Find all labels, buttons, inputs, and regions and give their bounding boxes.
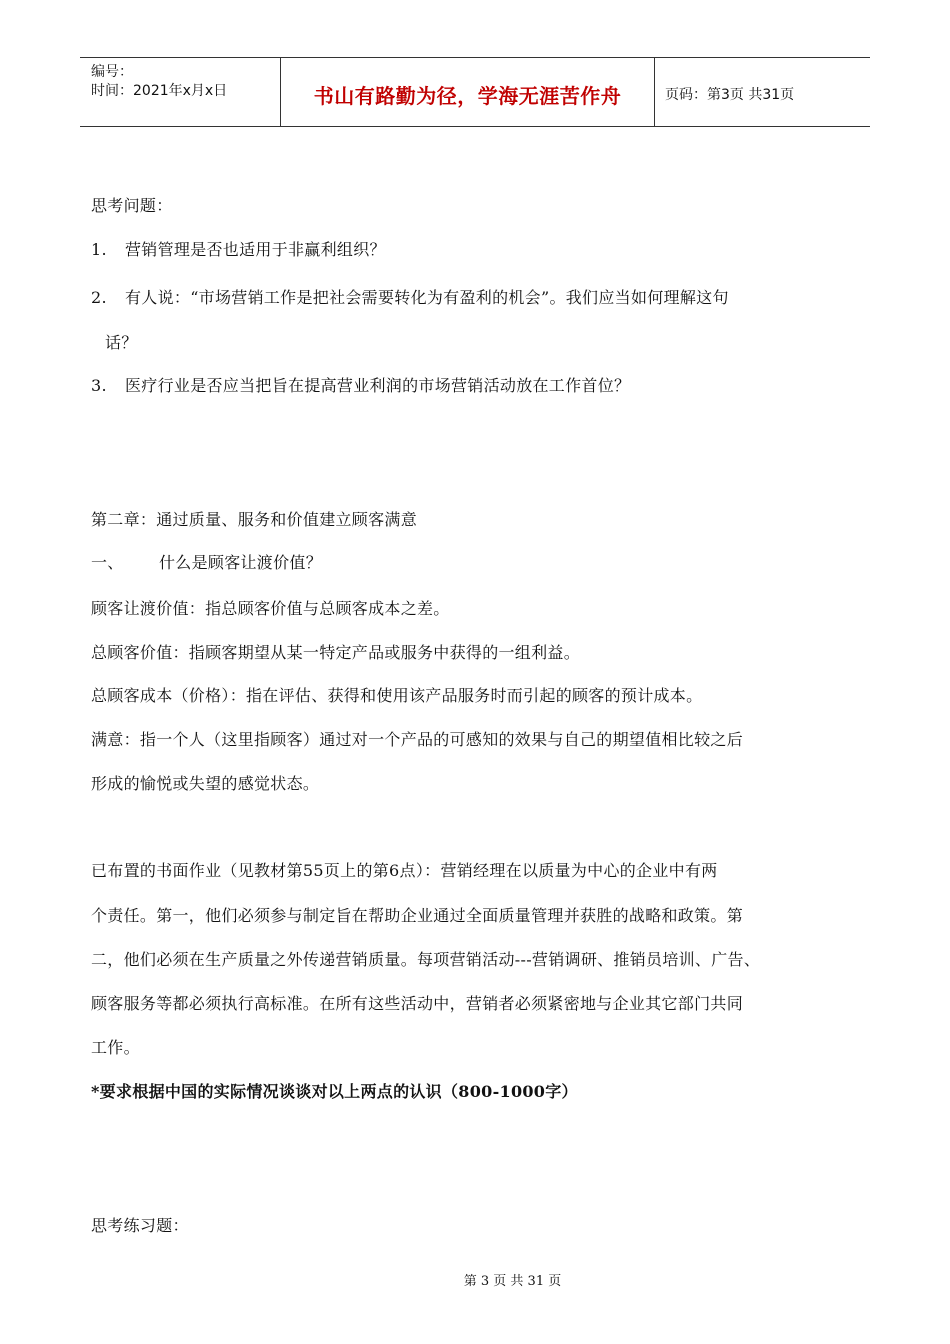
header-motto: 书山有路勤为径，学海无涯苦作舟 bbox=[313, 84, 622, 108]
question-2-continuation: 话？ bbox=[105, 333, 138, 352]
homework-requirement: *要求根据中国的实际情况谈谈对以上两点的认识（800-1000字） bbox=[91, 1082, 578, 1101]
questions-title: 思考问题： bbox=[91, 196, 173, 215]
header-meta-cell bbox=[80, 58, 281, 126]
section-1-heading bbox=[91, 550, 322, 573]
exercises-title: 思考练习题： bbox=[91, 1216, 189, 1235]
section-1-number: 一、 bbox=[91, 553, 124, 572]
homework-line-5: 工作。 bbox=[91, 1038, 140, 1057]
page-footer: 第 3 页 共 31 页 bbox=[463, 1274, 562, 1289]
question-2-number: 2. bbox=[91, 288, 107, 307]
chapter-2-title: 第二章：通过质量、服务和价值建立顾客满意 bbox=[91, 510, 418, 529]
question-3-number: 3. bbox=[91, 376, 107, 395]
question-2 bbox=[91, 285, 729, 308]
header-motto-cell bbox=[281, 58, 655, 126]
question-1-number: 1. bbox=[91, 240, 107, 259]
document-number-label: 编号： bbox=[91, 64, 133, 80]
homework-line-2: 个责任。第一，他们必须参与制定旨在帮助企业通过全面质量管理并获胜的战略和政策。第 bbox=[91, 906, 744, 925]
homework-line-4: 顾客服务等都必须执行高标准。在所有这些活动中，营销者必须紧密地与企业其它部门共同 bbox=[91, 994, 744, 1013]
document-date-label: 时间：2021年x月x日 bbox=[91, 83, 228, 99]
definition-satisfaction-line-1: 满意：指一个人（这里指顾客）通过对一个产品的可感知的效果与自己的期望值相比较之后 bbox=[91, 730, 744, 749]
definition-delivered-value: 顾客让渡价值：指总顾客价值与总顾客成本之差。 bbox=[91, 599, 450, 618]
definition-total-value: 总顾客价值：指顾客期望从某一特定产品或服务中获得的一组利益。 bbox=[91, 643, 581, 662]
homework-line-1: 已布置的书面作业（见教材第55页上的第6点）：营销经理在以质量为中心的企业中有两 bbox=[91, 861, 718, 880]
header-page-label: 页码：第3页 共31页 bbox=[665, 87, 795, 103]
homework-line-3: 二，他们必须在生产质量之外传递营销质量。每项营销活动---营销调研、推销员培训、广告、 bbox=[91, 950, 761, 969]
question-1 bbox=[91, 237, 386, 260]
question-2-text: 有人说：“市场营销工作是把社会需要转化为有盈利的机会”。我们应当如何理解这句 bbox=[125, 288, 729, 307]
section-1-text: 什么是顾客让渡价值？ bbox=[159, 553, 323, 572]
question-1-text: 营销管理是否也适用于非赢利组织？ bbox=[125, 240, 386, 259]
question-3 bbox=[91, 373, 630, 396]
document-header bbox=[80, 57, 870, 127]
question-3-text: 医疗行业是否应当把旨在提高营业利润的市场营销活动放在工作首位？ bbox=[125, 376, 631, 395]
definition-total-cost: 总顾客成本（价格）：指在评估、获得和使用该产品服务时而引起的顾客的预计成本。 bbox=[91, 686, 703, 705]
definition-satisfaction-line-2: 形成的愉悦或失望的感觉状态。 bbox=[91, 774, 320, 793]
header-page-cell bbox=[655, 58, 870, 126]
